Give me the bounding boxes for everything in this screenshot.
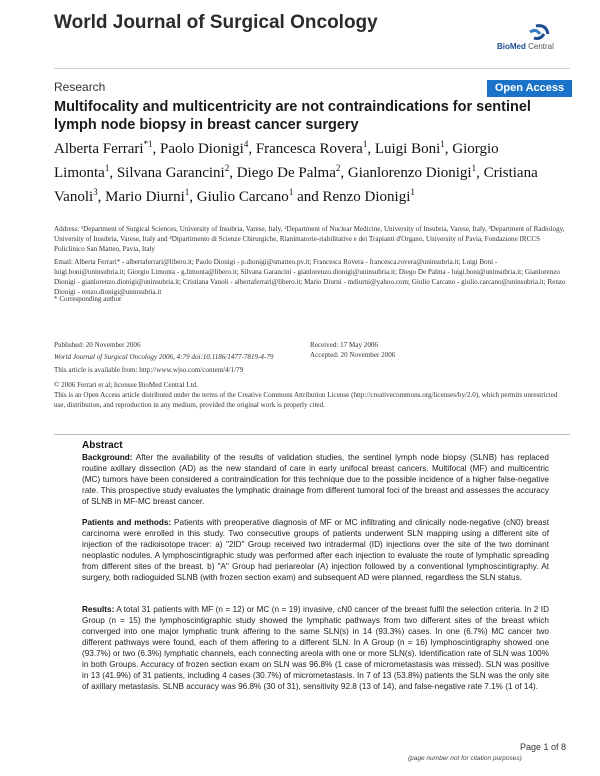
author-affiliation-mark: 2	[224, 163, 230, 173]
author-affiliation-mark: 1	[410, 187, 415, 197]
author-name: Mario Diurni	[105, 189, 185, 205]
author-emails: Email: Alberta Ferrari* - albertaferrari@libero.it; Paolo Dionigi - p.dionigi@smatteo.pv.it; Francesca Rovera - francesca.rovera@uninsubria.it; Luigi Boni - luigi.boni@uninsubria.it; Giorgio Limonta - g.limonta@libero.it; Silvana Garancini - gianlorenzo.dionigi@uninsubria.it; Diego De Palma - luigi.boni@uninsubria.it; Gianlorenzo Dionigi - gianlorenzo.dionigi@uninsubria.it; Cristiana Vanoli - albertaferrari@libero.it; Mario Diurni - mdiurni@yahoo.com; Giulio Carcano - giulio.carcano@uninsubria.it; Renzo Dionigi - renzo.dionigi@uninsubria.it	[54, 258, 566, 296]
author-name: Alberta Ferrari	[54, 141, 144, 157]
author-name: Giorgio Limonta	[54, 141, 499, 181]
author-name: Francesca Rovera	[255, 141, 363, 157]
author-affiliation-mark: 1	[362, 139, 368, 149]
accepted-date: Accepted: 20 November 2006	[310, 351, 396, 359]
header-rule	[54, 68, 570, 69]
citation-line: World Journal of Surgical Oncology 2006, 4:79 doi:10.1186/1477-7819-4-79	[54, 353, 274, 361]
biomed-central-logo-icon	[500, 20, 564, 60]
author-affiliation-mark: 2	[335, 163, 341, 173]
author-name: Paolo Dionigi	[160, 141, 244, 157]
abstract-methods: Patients and methods: Patients with preoperative diagnosis of MF or MC infiltrating and clinically node-negative (cN0) breast carcinoma were enrolled in this study. Two consecutive groups of patients underwent SLN mapping using a different site of injection of the radioisotope tracer: a) "2ID" Group received two intradermal (ID) injections over the site of the two dominant neoplastic nodules. A lymphoscintigraphic study was performed after each injection to evaluate the route of lymphatic spreading from different sites of the breast. b) "A" Group had periareolar (A) injection followed by a conventional lymphoscintigraphy. At surgery, both radioguided SLNB (with frozen section exam) and subsequent AD were planned, regardless the SLN status.	[82, 518, 549, 582]
author-name: Cristiana Vanoli	[54, 165, 538, 205]
author-affiliation-mark: 3	[93, 187, 98, 197]
license-text: This is an Open Access article distributed under the terms of the Creative Commons Attribution License (http://creativecommons.org/licenses/by/2.0), which permits unrestricted use, distribution, and reproduction in any medium, provided the original work is properly cited.	[54, 391, 558, 409]
publisher-name: BioMed Central	[497, 42, 554, 51]
author-name: Renzo Dionigi	[322, 189, 411, 205]
author-affiliation-mark: 4	[243, 139, 249, 149]
author-affiliation-mark: 1	[288, 187, 294, 197]
page-number: Page 1 of 8	[520, 742, 567, 752]
author-name: Diego De Palma	[236, 165, 336, 181]
author-name: Giulio Carcano	[196, 189, 289, 205]
abstract-heading: Abstract	[82, 440, 123, 451]
abstract-background: Background: After the availability of the results of validation studies, the sentinel lymph node biopsy (SLNB) has replaced routine axillary dissection (AD) as the new standard of care in early unifocal breast cancers. Multifocal (MF) and multicentric (MC) tumors have been considered a contraindication for this technique due to the possible incidence of a higher false-negative rate. This prospective study evaluates the lymphatic drainage from different tumoral foci of the breast and assesses the accuracy of SLNB in MF-MC breast cancer.	[82, 453, 549, 506]
article-title: Multifocality and multicentricity are not contraindications for sentinel lymph node biopsy in breast cancer surgery	[54, 99, 531, 133]
author-name: Gianlorenzo Dionigi	[347, 165, 472, 181]
received-date: Received: 17 May 2006	[310, 341, 378, 349]
abstract-results: Results: A total 31 patients with MF (n = 12) or MC (n = 19) invasive, cN0 cancer of the breast fulfil the selection criteria. In 2 ID Group (n = 15) the lymphoscintigraphic study showed the lymphatic pathways from two different sites of the breast which converged into one major lymphatic trunk affering to the same SLN(s) in 14 (93.3%) cases. In one (6.7%) MC cancer two different pathways were found, each of them affering to a different SLN. In A Group (n = 16) lymphoscintigraphy showed one (93.7%) or two (6.3%) lymphatic channels, each connecting areola with one or more SLN(s). Identification rate of SLN was 100% in both Groups. Accuracy of frozen section exam on SLN was 96.8% (1 case of micrometastasis was missed). SLN was positive in 13 (41.9%) of 31 patients, including 4 cases (30.7%) of micrometastasis. In 7 of 13 (53.8%) patients the SLN was the only site of axillary metastasis. SLNB accuracy was 96.8% (30 of 31), sensitivity 92.8 (13 of 14), and false-negative rate 7.1% (1 of 14).	[82, 605, 549, 691]
author-list: Alberta Ferrari$^{*1}$, Paolo Dionigi$^4$, Francesca Rovera$^1$, Luigi Boni$^1$, Giorgio Limonta$^1$, Silvana Garancini$^2$, Diego De Palma$^2$, Gianlorenzo Dionigi$^1$, Cristiana Vanoli$^3$, Mario Diurni$^1$, Giulio Carcano$^1$ and Renzo Dionigi$^1$	[54, 139, 538, 205]
article-type: Research	[54, 80, 106, 94]
affiliations: Address: ¹Department of Surgical Sciences, University of Insubria, Varese, Italy, ²Department of Nuclear Medicine, University of Insubria, Varese, Italy, ³Department of Radiology, University of Insubria, Varese, Italy and ⁴Dipartimento di Scienze Chirurgiche, Rianimatorie-riabilitative e dei Trapianti d'Organo, University of Pavia, Fondazione IRCCS Policlinico San Matteo, Pavia, Italy	[54, 225, 565, 253]
author-name: Luigi Boni	[374, 141, 441, 157]
journal-title: World Journal of Surgical Oncology	[54, 12, 378, 33]
published-date: Published: 20 November 2006	[54, 341, 141, 349]
open-access-badge: Open Access	[487, 80, 572, 97]
corresponding-author-note: * Corresponding author	[54, 295, 122, 303]
author-affiliation-mark: 1	[184, 187, 190, 197]
author-affiliation-mark: *1	[143, 139, 153, 149]
author-name: Silvana Garancini	[116, 165, 225, 181]
page-number-note: (page number not for citation purposes)	[408, 755, 522, 762]
author-affiliation-mark: 1	[471, 163, 477, 173]
author-affiliation-mark: 1	[104, 163, 110, 173]
article-url[interactable]: This article is available from: http://www.wjso.com/content/4/1/79	[54, 366, 244, 374]
copyright: © 2006 Ferrari et al; licensee BioMed Central Ltd.	[54, 381, 198, 389]
author-affiliation-mark: 1	[440, 139, 445, 149]
